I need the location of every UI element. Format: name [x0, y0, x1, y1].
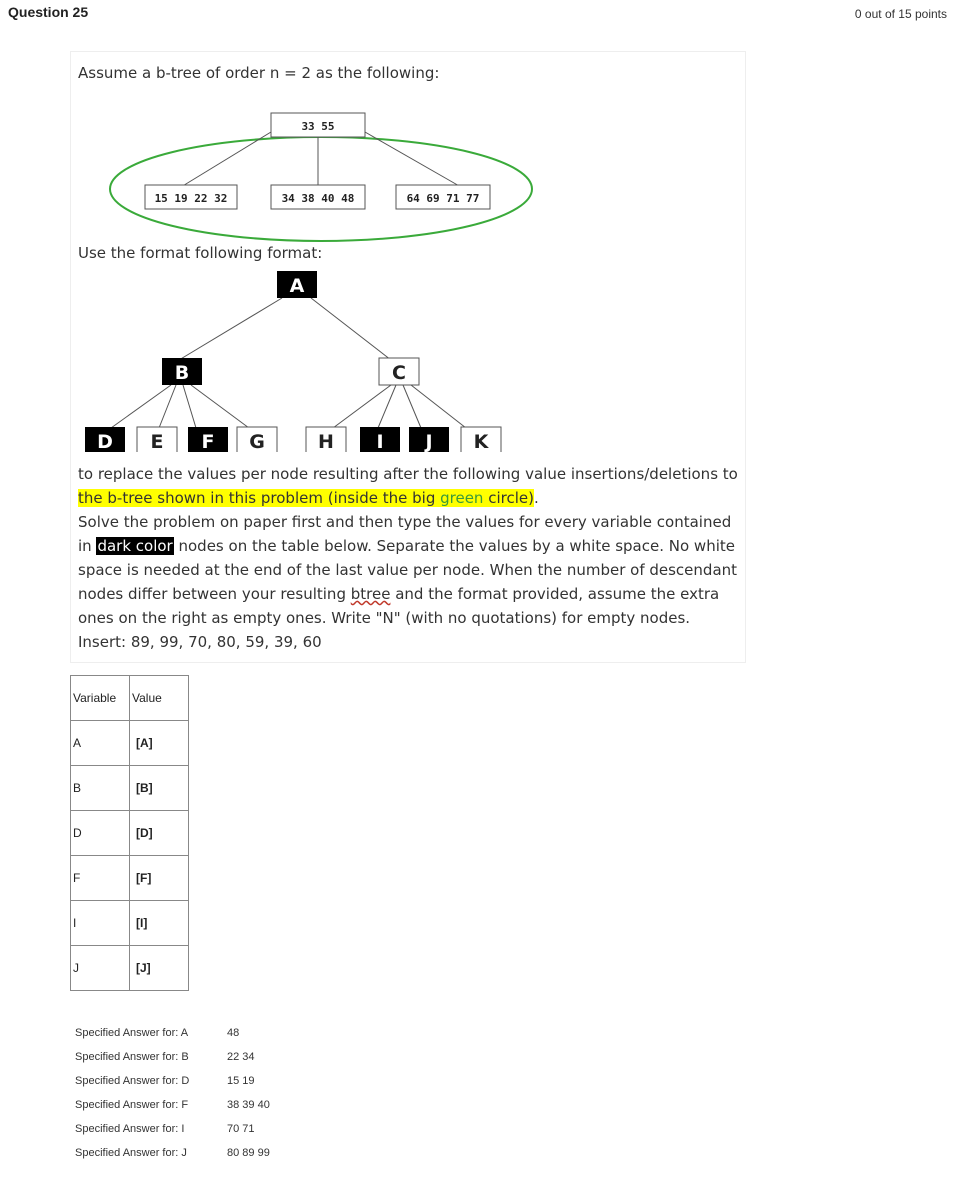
para1-line2 — [78, 489, 539, 507]
format-node-g-label: G — [249, 431, 265, 452]
table-value-cell[interactable]: [A] — [130, 721, 189, 766]
answer-label-b: Specified Answer for: B — [75, 1051, 189, 1063]
table-value-cell[interactable]: [D] — [130, 811, 189, 856]
para1-hl-text-end: circle) — [483, 489, 534, 507]
table-header-row — [71, 676, 189, 721]
para2-line2 — [78, 537, 735, 555]
table-var-cell: F — [71, 856, 130, 901]
format-node-c-label: C — [392, 362, 406, 384]
answer-label-f: Specified Answer for: F — [75, 1099, 189, 1111]
table-var-cell: I — [71, 901, 130, 946]
btree-word: btree — [350, 585, 391, 603]
para2-in: in — [78, 537, 97, 555]
answer-value-d: 15 19 — [227, 1075, 255, 1087]
format-node-b-label: B — [174, 362, 190, 384]
para2-line1: Solve the problem on paper first and then type the values for every variable contained — [78, 513, 732, 531]
para1-green-text: green — [440, 489, 484, 507]
table-value-cell[interactable]: [J] — [130, 946, 189, 991]
answer-label-d: Specified Answer for: D — [75, 1075, 190, 1087]
table-row — [71, 766, 189, 811]
btree-right-label: 64 69 71 77 — [406, 192, 480, 205]
answer-value-b: 22 34 — [227, 1051, 255, 1063]
para2-rest: nodes on the table below. Separate the values by a white space. No white — [173, 537, 735, 555]
format-node-j-label: J — [425, 431, 433, 452]
btree-left-label: 15 19 22 32 — [154, 192, 228, 205]
table-row — [71, 856, 189, 901]
dark-color-text: dark color — [97, 537, 173, 555]
para2-line4 — [78, 585, 719, 603]
answer-value-a: 48 — [227, 1027, 240, 1039]
question-figure — [71, 52, 745, 662]
table-var-cell: B — [71, 766, 130, 811]
table-row — [71, 721, 189, 766]
table-value-cell[interactable]: [B] — [130, 766, 189, 811]
answer-label-i: Specified Answer for: I — [75, 1123, 185, 1135]
table-var-cell: D — [71, 811, 130, 856]
intro-text: Assume a b-tree of order n = 2 as the following: — [78, 64, 440, 82]
answer-value-j: 80 89 99 — [227, 1147, 270, 1159]
table-var-cell: A — [71, 721, 130, 766]
table-var-cell: J — [71, 946, 130, 991]
table-row — [71, 811, 189, 856]
para2-when: nodes differ between your resulting — [78, 585, 351, 603]
format-node-d-label: D — [97, 431, 113, 452]
format-node-h-label: H — [318, 431, 334, 452]
question-points: 0 out of 15 points — [854, 7, 947, 21]
table-row — [71, 946, 189, 991]
question-title: Question 25 — [8, 4, 89, 20]
table-value-cell[interactable]: [I] — [130, 901, 189, 946]
variable-table — [70, 675, 189, 991]
format-node-e-label: E — [150, 431, 164, 452]
table-row — [71, 901, 189, 946]
answer-value-i: 70 71 — [227, 1123, 255, 1135]
para2-line5: ones on the right as empty ones. Write "N" (with no quotations) for empty nodes. — [78, 609, 691, 627]
insert-values: Insert: 89, 99, 70, 80, 59, 39, 60 — [78, 633, 322, 651]
para2-line3: space is needed at the end of the last value per node. When the number of descendant — [78, 561, 738, 579]
para1-hl-text: the b-tree shown in this problem (inside the big — [78, 489, 441, 507]
answer-value-f: 38 39 40 — [227, 1099, 270, 1111]
para1-line1: to replace the values per node resulting after the following value insertions/deletions to — [78, 465, 738, 483]
format-node-a-label: A — [289, 275, 305, 297]
btree-root-label: 33 55 — [301, 120, 335, 133]
btree-middle-label: 34 38 40 48 — [281, 192, 355, 205]
format-label: Use the format following format: — [78, 244, 323, 262]
format-node-i-label: I — [376, 431, 384, 452]
para1-period: . — [533, 489, 539, 507]
format-node-f-label: F — [201, 431, 215, 452]
table-header-value: Value — [130, 676, 189, 721]
table-header-variable: Variable — [71, 676, 130, 721]
format-node-k-label: K — [473, 431, 489, 452]
para2-assume: and the format provided, assume the extra — [390, 585, 720, 603]
answer-label-a: Specified Answer for: A — [75, 1027, 189, 1039]
answer-label-j: Specified Answer for: J — [75, 1147, 187, 1159]
table-value-cell[interactable]: [F] — [130, 856, 189, 901]
